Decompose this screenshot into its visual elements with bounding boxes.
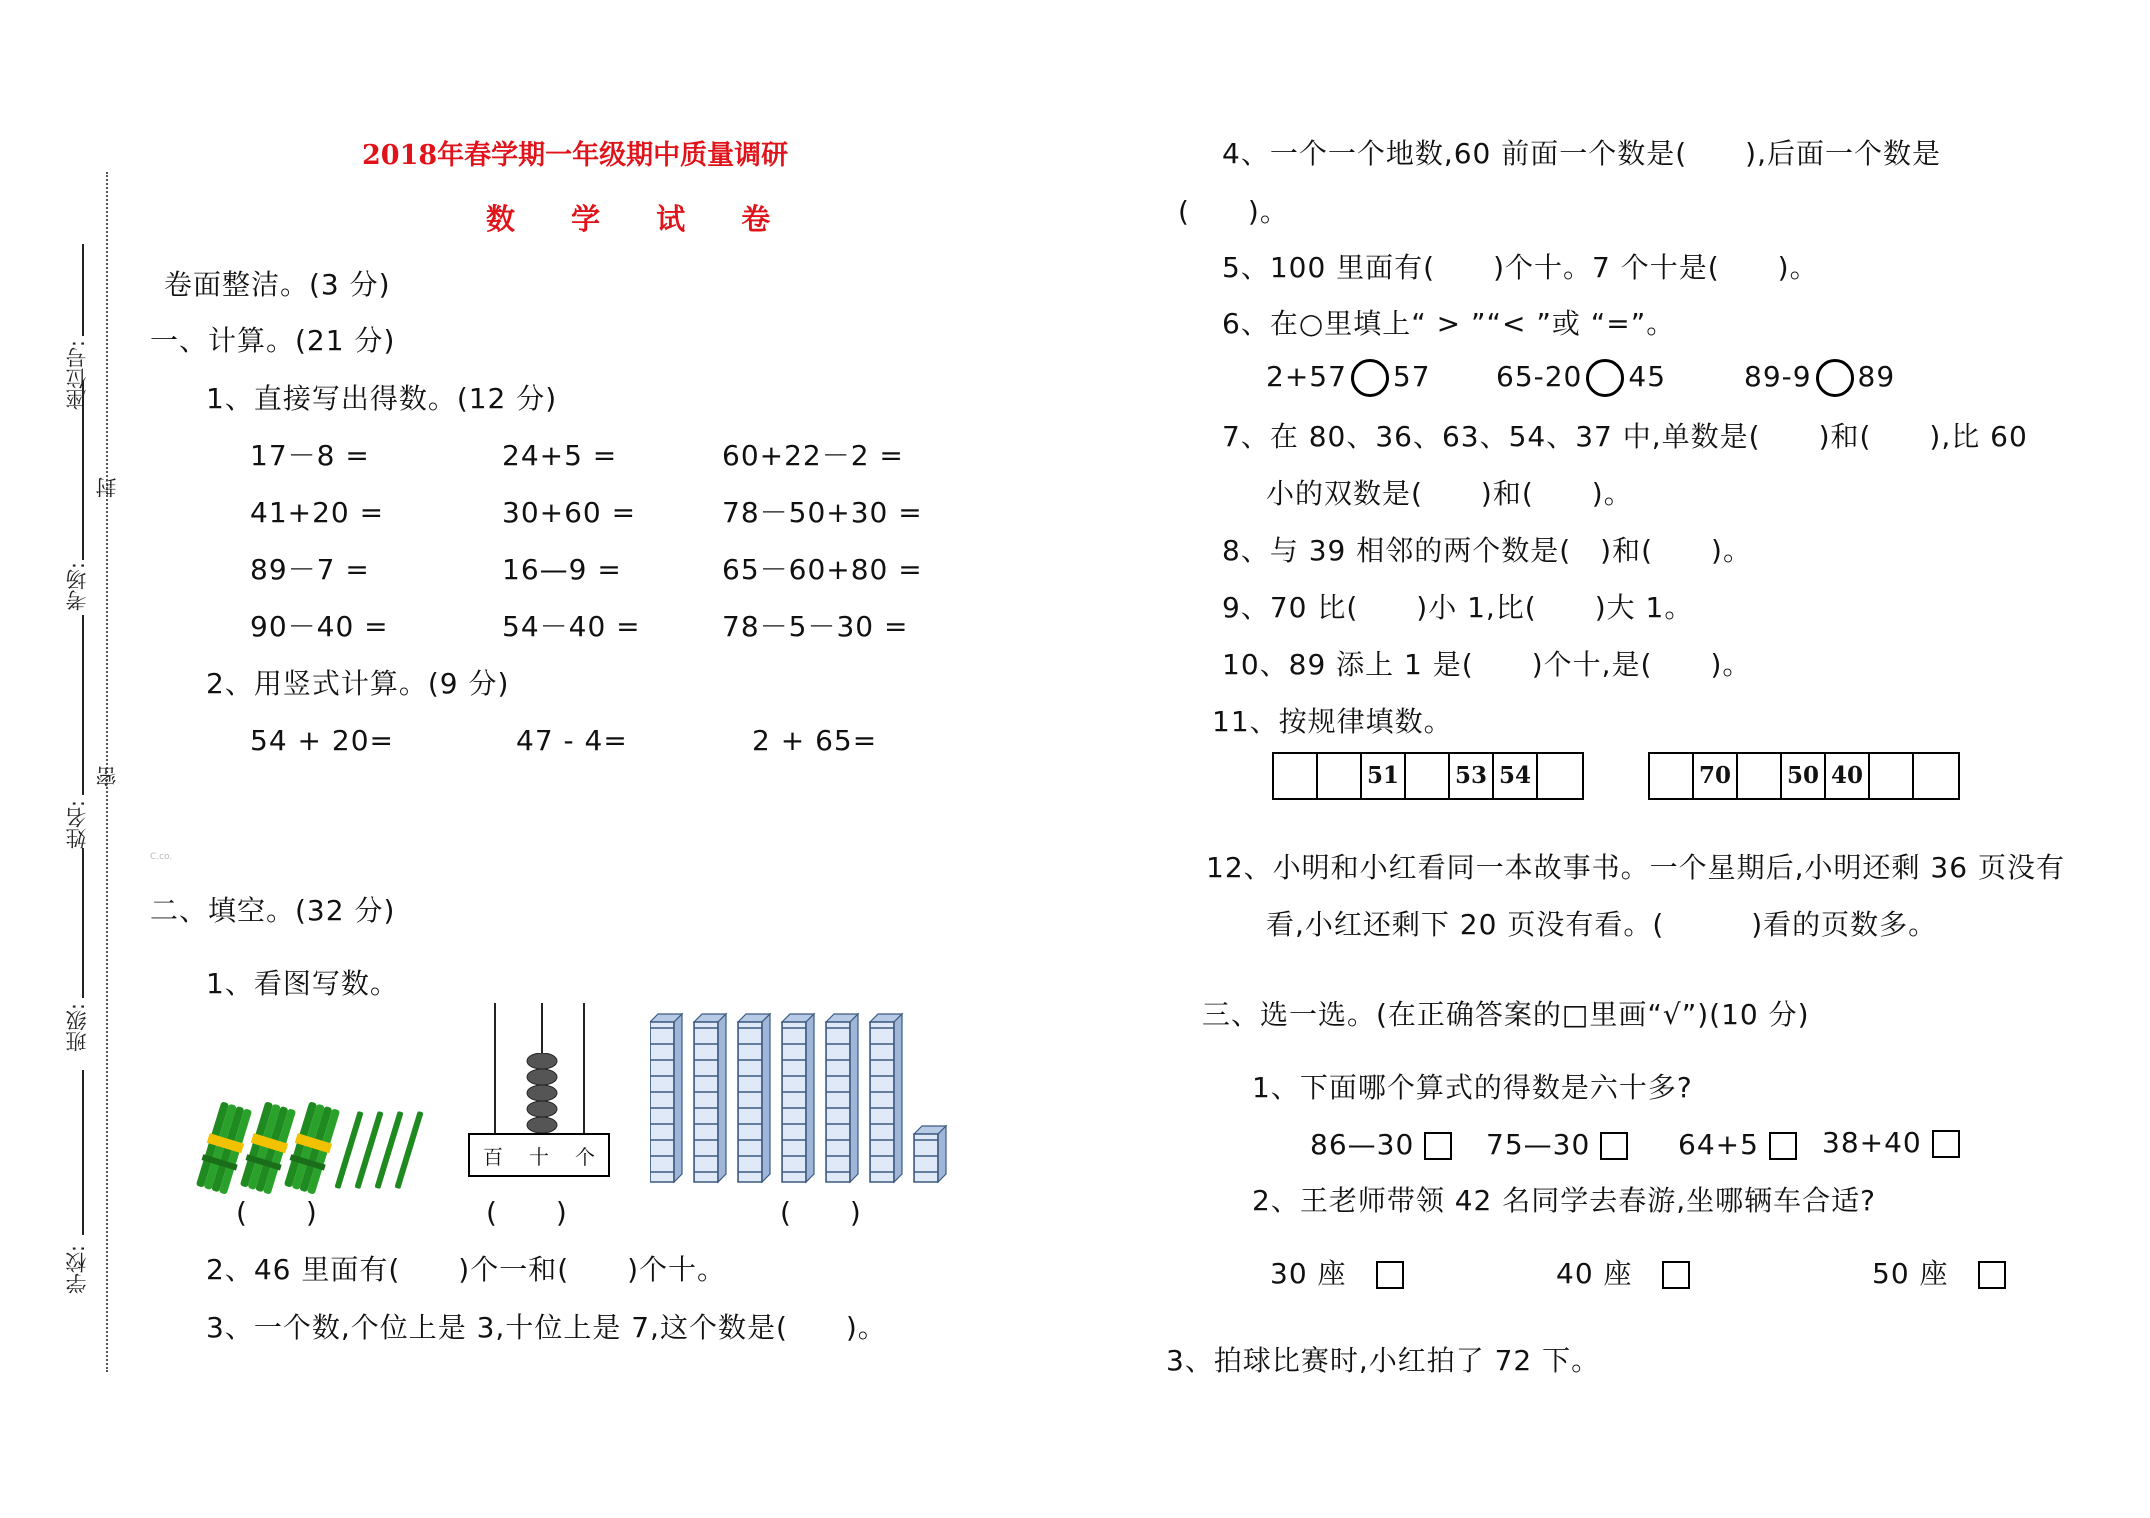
section-1-heading: 一、计算。(21 分) xyxy=(150,324,396,357)
checkbox[interactable] xyxy=(1424,1132,1452,1160)
calc-1-2: 24+5 = xyxy=(502,439,618,472)
class-label: 班级: xyxy=(65,1003,89,1053)
question-2-4-line2: ( )。 xyxy=(1178,195,1289,228)
tiny-mark: C.co. xyxy=(150,852,173,862)
seq1-cell[interactable] xyxy=(1406,754,1450,798)
cubes-picture xyxy=(650,1012,950,1187)
question-3-1: 1、下面哪个算式的得数是六十多? xyxy=(1252,1071,1693,1104)
compare-circle-3[interactable] xyxy=(1816,359,1854,397)
choice-3-2-c xyxy=(1872,1256,2006,1292)
question-2-1: 1、看图写数。 xyxy=(206,967,399,1000)
compare-item-3 xyxy=(1744,359,1895,397)
calc-4-1: 90－40 = xyxy=(250,610,389,643)
choice-label: 86—30 xyxy=(1310,1128,1415,1161)
question-2-2: 2、46 里面有( )个一和( )个十。 xyxy=(206,1253,727,1286)
seal-mark-mi: 密 xyxy=(95,766,119,787)
choice-3-1-d xyxy=(1822,1125,1960,1161)
calc-4-3: 78－5－30 = xyxy=(722,610,909,643)
calc-3-2: 16—9 = xyxy=(502,553,622,586)
seq1-cell[interactable] xyxy=(1538,754,1582,798)
seq2-cell: 70 xyxy=(1694,754,1738,798)
calc-1-1: 17－8 = xyxy=(250,439,370,472)
answer-blank-abacus[interactable]: ( ) xyxy=(486,1196,568,1229)
calc-3-1: 89－7 = xyxy=(250,553,370,586)
section-2-heading: 二、填空。(32 分) xyxy=(150,894,396,927)
calc-4-2: 54－40 = xyxy=(502,610,641,643)
question-2-8: 8、与 39 相邻的两个数是( )和( )。 xyxy=(1222,534,1752,567)
question-2-12-line1: 12、小明和小红看同一本故事书。一个星期后,小明还剩 36 页没有 xyxy=(1206,851,2065,884)
room-underline xyxy=(82,380,84,560)
answer-blank-cubes[interactable]: ( ) xyxy=(780,1196,862,1229)
abacus-rod-hundreds xyxy=(494,1003,496,1133)
choice-label: 64+5 xyxy=(1678,1128,1759,1161)
choice-label: 75—30 xyxy=(1486,1128,1591,1161)
calc-1-3: 60+22－2 = xyxy=(722,439,904,472)
calc-2-3: 78－50+30 = xyxy=(722,496,923,529)
question-3-2: 2、王老师带领 42 名同学去春游,坐哪辆车合适? xyxy=(1252,1184,1877,1217)
abacus-base xyxy=(468,1133,610,1177)
compare-item-1 xyxy=(1266,359,1431,397)
checkbox[interactable] xyxy=(1769,1132,1797,1160)
checkbox[interactable] xyxy=(1376,1261,1404,1289)
question-2-11: 11、按规律填数。 xyxy=(1212,705,1453,738)
question-1-2: 2、用竖式计算。(9 分) xyxy=(206,667,510,700)
name-underline xyxy=(82,615,84,795)
choice-label: 40 座 xyxy=(1556,1257,1633,1290)
calc-3-3: 65－60+80 = xyxy=(722,553,923,586)
choice-3-1-c xyxy=(1678,1127,1797,1163)
checkbox[interactable] xyxy=(1978,1261,2006,1289)
seq1-cell[interactable] xyxy=(1274,754,1318,798)
choice-3-2-b xyxy=(1556,1256,1690,1292)
seq1-cell: 53 xyxy=(1450,754,1494,798)
choice-label: 30 座 xyxy=(1270,1257,1347,1290)
seq2-cell[interactable] xyxy=(1914,754,1958,798)
abacus-label-hundreds: 百 xyxy=(483,1144,503,1169)
vertical-calc-1: 54 + 20= xyxy=(250,724,394,757)
seq2-cell[interactable] xyxy=(1870,754,1914,798)
compare-1-right: 57 xyxy=(1392,360,1431,393)
single-sticks xyxy=(334,1111,423,1189)
vertical-calc-2: 47 - 4= xyxy=(516,724,628,757)
school-underline xyxy=(82,1070,84,1235)
seq2-cell: 50 xyxy=(1782,754,1826,798)
sequence-boxes-1 xyxy=(1272,752,1584,800)
question-2-9: 9、70 比( )小 1,比( )大 1。 xyxy=(1222,591,1694,624)
cube-singles xyxy=(914,1126,946,1182)
page-subtitle: 数 学 试 卷 xyxy=(486,202,785,236)
choice-label: 50 座 xyxy=(1872,1257,1949,1290)
section-3-heading: 三、选一选。(在正确答案的□里画“√”)(10 分) xyxy=(1202,998,1810,1031)
abacus-rod-ones xyxy=(583,1003,585,1133)
page-title: 2018年春学期一年级期中质量调研 xyxy=(362,140,789,171)
question-1-1: 1、直接写出得数。(12 分) xyxy=(206,382,558,415)
question-2-4-line1: 4、一个一个地数,60 前面一个数是( ),后面一个数是 xyxy=(1222,137,1941,170)
compare-circle-2[interactable] xyxy=(1586,359,1624,397)
checkbox[interactable] xyxy=(1662,1261,1690,1289)
calc-2-1: 41+20 = xyxy=(250,496,385,529)
choice-3-1-b xyxy=(1486,1127,1628,1163)
name-label: 姓名: xyxy=(65,800,89,850)
neatness-item: 卷面整洁。(3 分) xyxy=(164,268,391,301)
sticks-picture xyxy=(196,1098,436,1198)
cube-rod-2 xyxy=(694,1014,726,1182)
compare-circle-1[interactable] xyxy=(1351,359,1389,397)
cube-rod-4 xyxy=(782,1014,814,1182)
abacus-label-ones: 个 xyxy=(575,1144,595,1169)
answer-blank-sticks[interactable]: ( ) xyxy=(236,1196,318,1229)
compare-item-2 xyxy=(1496,359,1666,397)
vertical-calc-3: 2 + 65= xyxy=(752,724,878,757)
checkbox[interactable] xyxy=(1600,1132,1628,1160)
cube-rod-5 xyxy=(826,1014,858,1182)
question-2-7-line2: 小的双数是( )和( )。 xyxy=(1266,477,1633,510)
question-2-6: 6、在○里填上“ > ”“< ”或 “=”。 xyxy=(1222,307,1676,340)
cube-rod-6 xyxy=(870,1014,902,1182)
school-label: 学校: xyxy=(65,1245,89,1295)
seq2-cell: 40 xyxy=(1826,754,1870,798)
cube-rod-3 xyxy=(738,1014,770,1182)
choice-3-1-a xyxy=(1310,1127,1452,1163)
room-label: 考场: xyxy=(65,562,89,612)
compare-3-right: 89 xyxy=(1857,360,1896,393)
seq1-cell[interactable] xyxy=(1318,754,1362,798)
seq1-cell: 51 xyxy=(1362,754,1406,798)
choice-label: 38+40 xyxy=(1822,1126,1922,1159)
compare-3-left: 89-9 xyxy=(1744,360,1812,393)
compare-2-left: 65-20 xyxy=(1496,360,1583,393)
class-underline xyxy=(82,848,84,998)
abacus-beads xyxy=(522,1053,562,1133)
seal-mark-feng: 封 xyxy=(95,477,119,498)
question-2-5: 5、100 里面有( )个十。7 个十是( )。 xyxy=(1222,251,1819,284)
compare-1-left: 2+57 xyxy=(1266,360,1347,393)
calc-2-2: 30+60 = xyxy=(502,496,637,529)
question-2-7-line1: 7、在 80、36、63、54、37 中,单数是( )和( ),比 60 xyxy=(1222,420,2028,453)
abacus-label-tens: 十 xyxy=(529,1144,549,1169)
seq1-cell: 54 xyxy=(1494,754,1538,798)
seat-label: 座位号: xyxy=(65,340,89,411)
question-2-12-line2: 看,小红还剩下 20 页没有看。( )看的页数多。 xyxy=(1266,908,1938,941)
cube-rod-1 xyxy=(650,1014,682,1182)
question-2-10: 10、89 添上 1 是( )个十,是( )。 xyxy=(1222,648,1752,681)
compare-2-right: 45 xyxy=(1628,360,1667,393)
seq2-cell[interactable] xyxy=(1650,754,1694,798)
checkbox[interactable] xyxy=(1932,1130,1960,1158)
question-3-3: 3、拍球比赛时,小红拍了 72 下。 xyxy=(1166,1344,1601,1377)
choice-3-2-a xyxy=(1270,1256,1404,1292)
sequence-boxes-2 xyxy=(1648,752,1960,800)
question-2-3: 3、一个数,个位上是 3,十位上是 7,这个数是( )。 xyxy=(206,1311,887,1344)
seq2-cell[interactable] xyxy=(1738,754,1782,798)
seat-underline xyxy=(82,244,84,336)
